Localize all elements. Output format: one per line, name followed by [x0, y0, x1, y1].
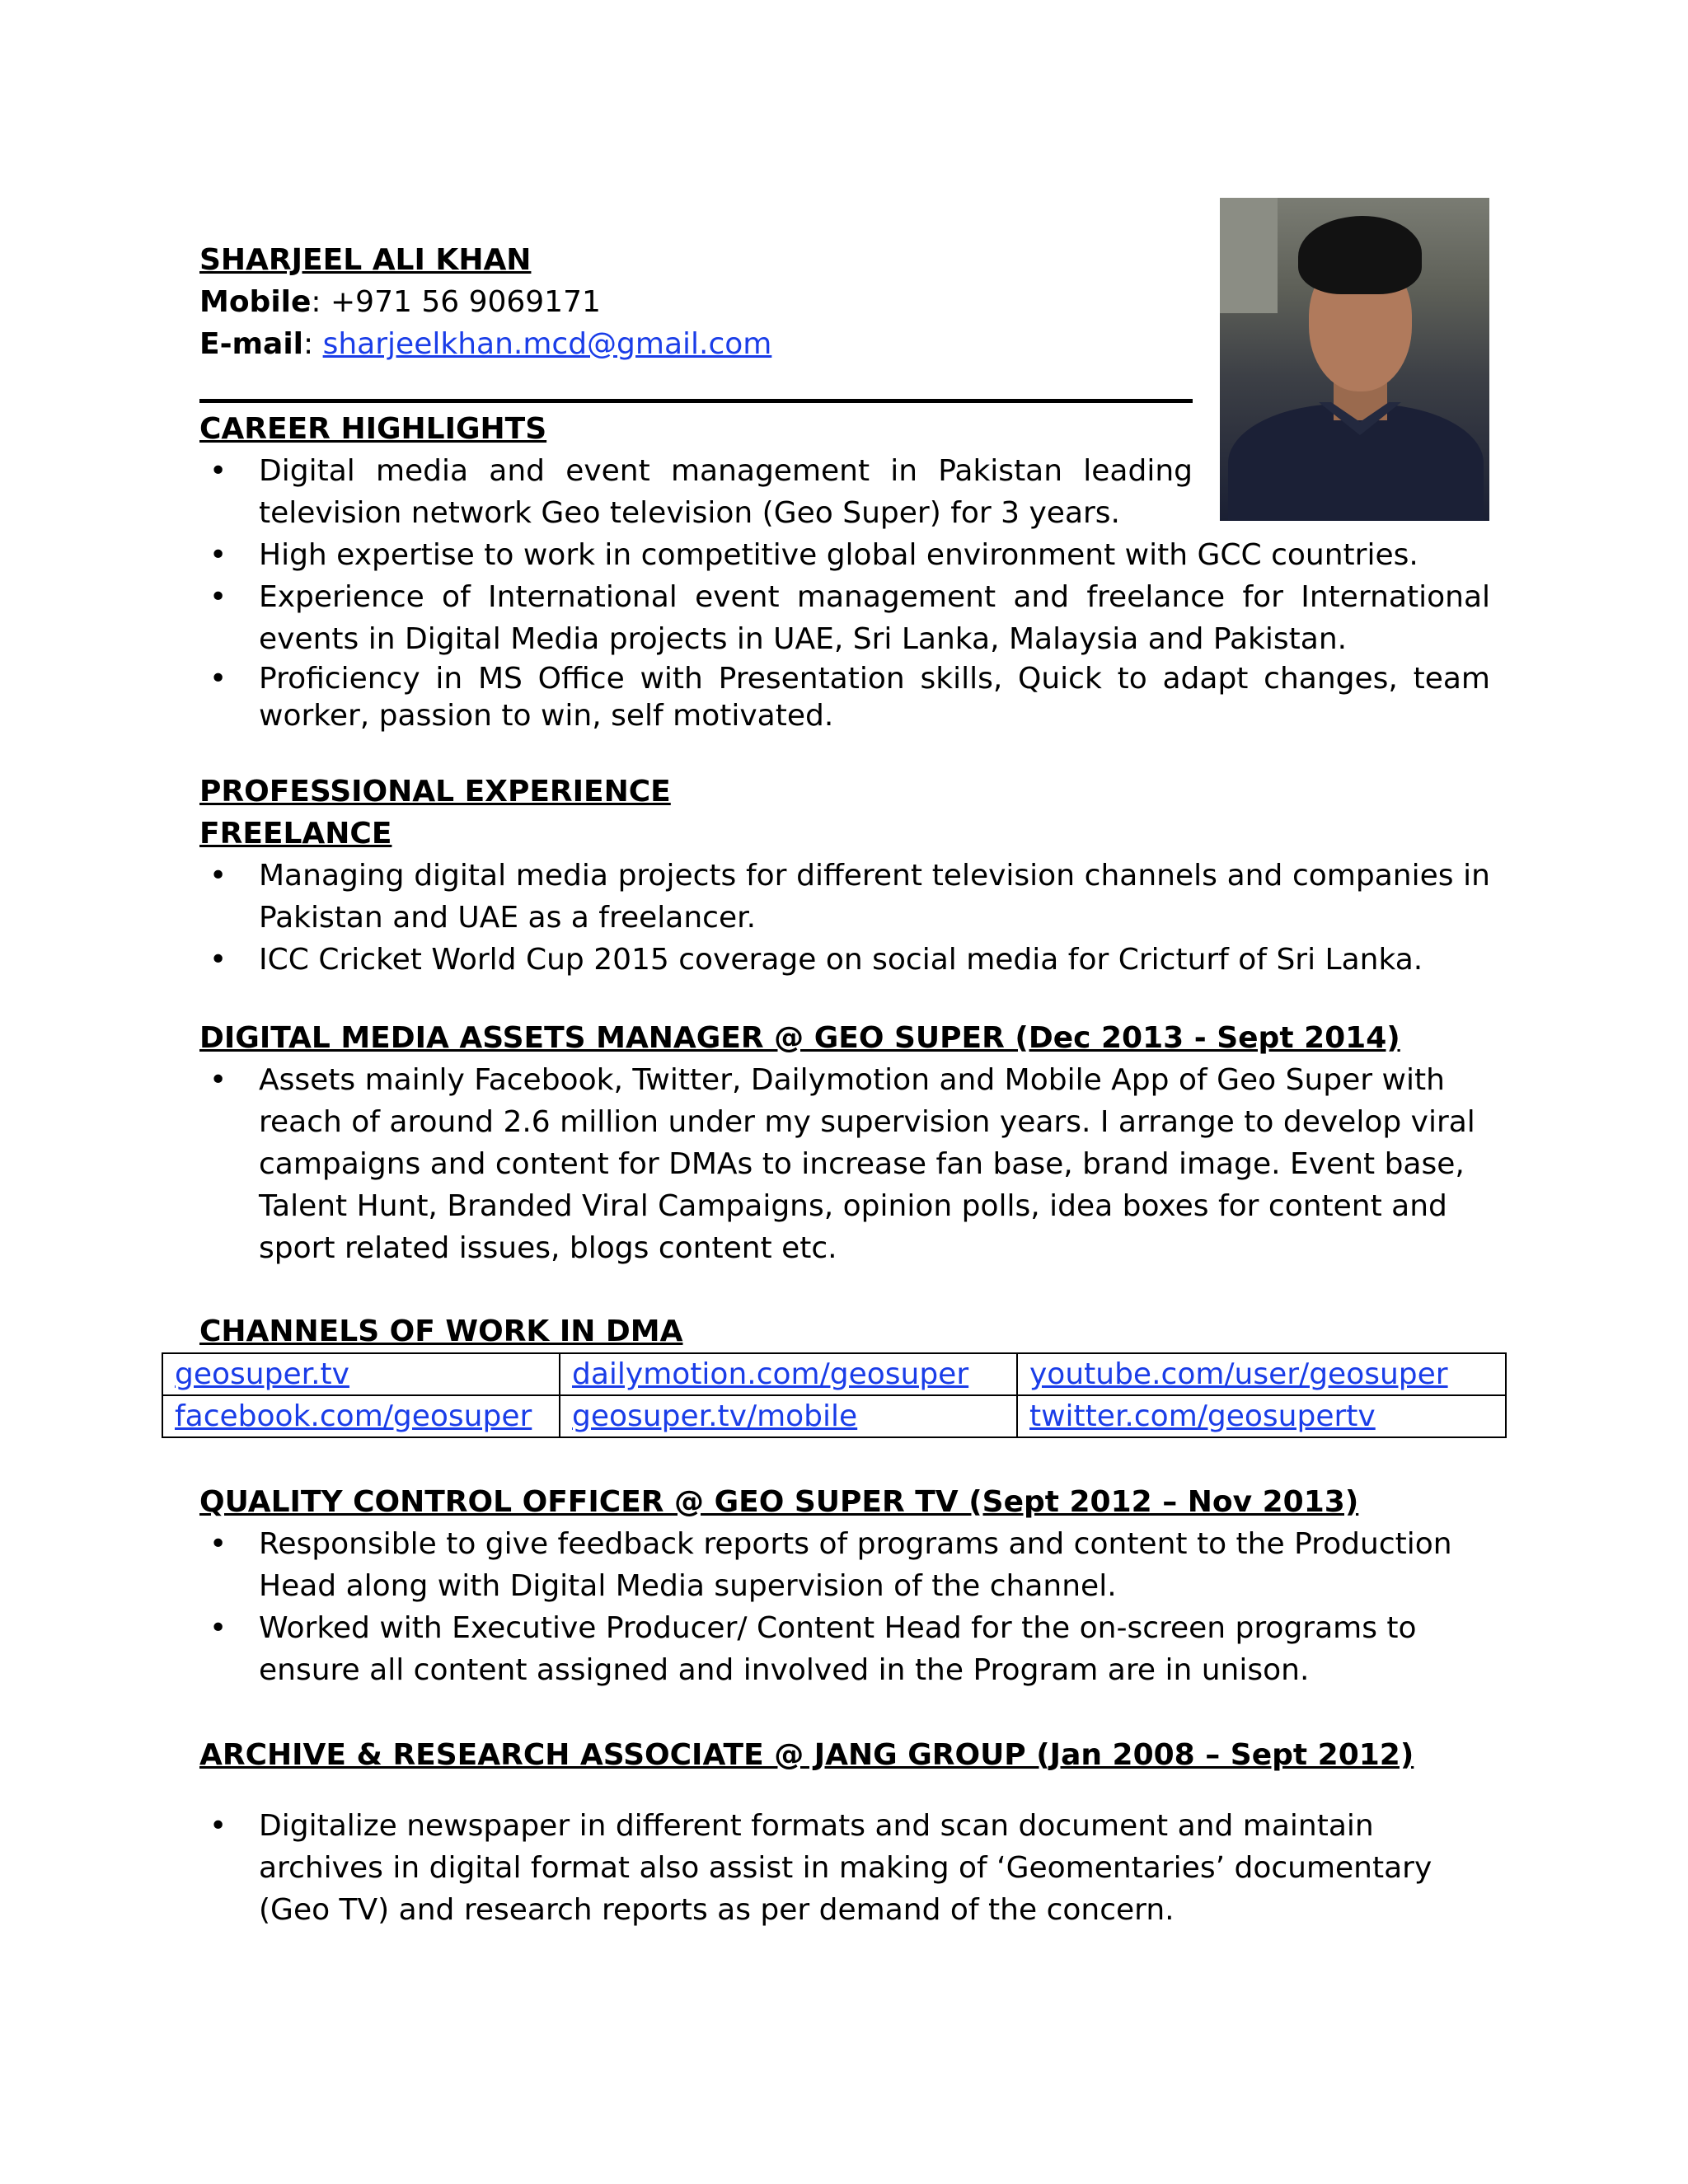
list-item: • Managing digital media projects for different television channels and companies in Pakistan and UAE as a freelancer.: [199, 855, 1490, 939]
spacer: [199, 1438, 1490, 1481]
email-separator: :: [303, 327, 323, 361]
list-item: • Proficiency in MS Office with Presentation skills, Quick to adapt changes, team worker, passion to win, self motivated.: [199, 660, 1490, 734]
list-item: • Digital media and event management in Pakistan leading television network Geo television (Geo Super) for 3 years.: [199, 450, 1193, 534]
channel-link[interactable]: dailymotion.com/geosuper: [572, 1357, 969, 1391]
spacer: [199, 1269, 1490, 1310]
table-cell: [162, 1395, 560, 1437]
dma-role-title: DIGITAL MEDIA ASSETS MANAGER @ GEO SUPER (Dec 2013 - Sept 2014): [199, 1021, 1400, 1055]
table-cell: [162, 1353, 560, 1395]
email-line: [199, 323, 1189, 365]
spacer: [199, 1776, 1490, 1805]
list-item: • ICC Cricket World Cup 2015 coverage on social media for Cricturf of Sri Lanka.: [199, 939, 1490, 981]
career-highlights-title: CAREER HIGHLIGHTS: [199, 412, 547, 446]
mobile-line: [199, 281, 1189, 323]
email-link[interactable]: sharjeelkhan.mcd@gmail.com: [322, 327, 772, 361]
table-cell: [560, 1353, 1017, 1395]
archive-list: [199, 1805, 1490, 1931]
qc-role-title: QUALITY CONTROL OFFICER @ GEO SUPER TV (Sept 2012 – Nov 2013): [199, 1485, 1359, 1519]
header-divider: [199, 399, 1193, 403]
channel-link[interactable]: youtube.com/user/geosuper: [1029, 1357, 1448, 1391]
spacer: [199, 1691, 1490, 1734]
channels-title: CHANNELS OF WORK IN DMA: [199, 1315, 683, 1348]
channel-link[interactable]: geosuper.tv: [175, 1357, 349, 1391]
career-highlights-list: [199, 450, 1490, 734]
candidate-name: SHARJEEL ALI KHAN: [199, 243, 532, 277]
list-item: • High expertise to work in competitive global environment with GCC countries.: [199, 534, 1490, 576]
list-item: • Digitalize newspaper in different formats and scan document and maintain archives in digital format also assist in making of ‘Geomentaries’ documentary (Geo TV) and research reports as per demand of the concern.: [199, 1805, 1490, 1931]
channel-link[interactable]: geosuper.tv/mobile: [572, 1399, 858, 1433]
mobile-label: Mobile: [199, 285, 312, 319]
list-item: • Experience of International event management and freelance for International events in Digital Media projects in UAE, Sri Lanka, Malaysia and Pakistan.: [199, 576, 1490, 660]
spacer: [199, 981, 1490, 1017]
archive-role-title: ARCHIVE & RESEARCH ASSOCIATE @ JANG GROUP (Jan 2008 – Sept 2012): [199, 1738, 1414, 1772]
professional-experience-title: PROFESSIONAL EXPERIENCE: [199, 775, 671, 808]
table-row: [162, 1395, 1506, 1437]
list-item: • Assets mainly Facebook, Twitter, Dailymotion and Mobile App of Geo Super with reach of around 2.6 million under my supervision years. I arrange to develop viral campaigns and content for DMAs to increase fan base, brand image. Event base, Talent Hunt, Branded Viral Campaigns, opinion polls, idea boxes for content and sport related issues, blogs content etc.: [199, 1059, 1490, 1269]
spacer: [199, 734, 1490, 771]
table-row: [162, 1353, 1506, 1395]
table-cell: [1017, 1353, 1506, 1395]
freelance-list: [199, 855, 1490, 981]
freelance-title: FREELANCE: [199, 817, 392, 851]
qc-list: [199, 1523, 1490, 1691]
channel-link[interactable]: facebook.com/geosuper: [175, 1399, 532, 1433]
channel-link[interactable]: twitter.com/geosupertv: [1029, 1399, 1376, 1433]
contact-header: [199, 239, 1189, 365]
list-item: • Worked with Executive Producer/ Content Head for the on-screen programs to ensure all content assigned and involved in the Program are in unison.: [199, 1607, 1490, 1691]
resume-body: [175, 408, 1490, 1931]
channels-table: [162, 1352, 1507, 1438]
mobile-value: : +971 56 9069171: [311, 285, 601, 319]
dma-list: [199, 1059, 1490, 1269]
email-label: E-mail: [199, 327, 304, 361]
list-item: • Responsible to give feedback reports of programs and content to the Production Head along with Digital Media supervision of the channel.: [199, 1523, 1490, 1607]
table-cell: [1017, 1395, 1506, 1437]
table-cell: [560, 1395, 1017, 1437]
